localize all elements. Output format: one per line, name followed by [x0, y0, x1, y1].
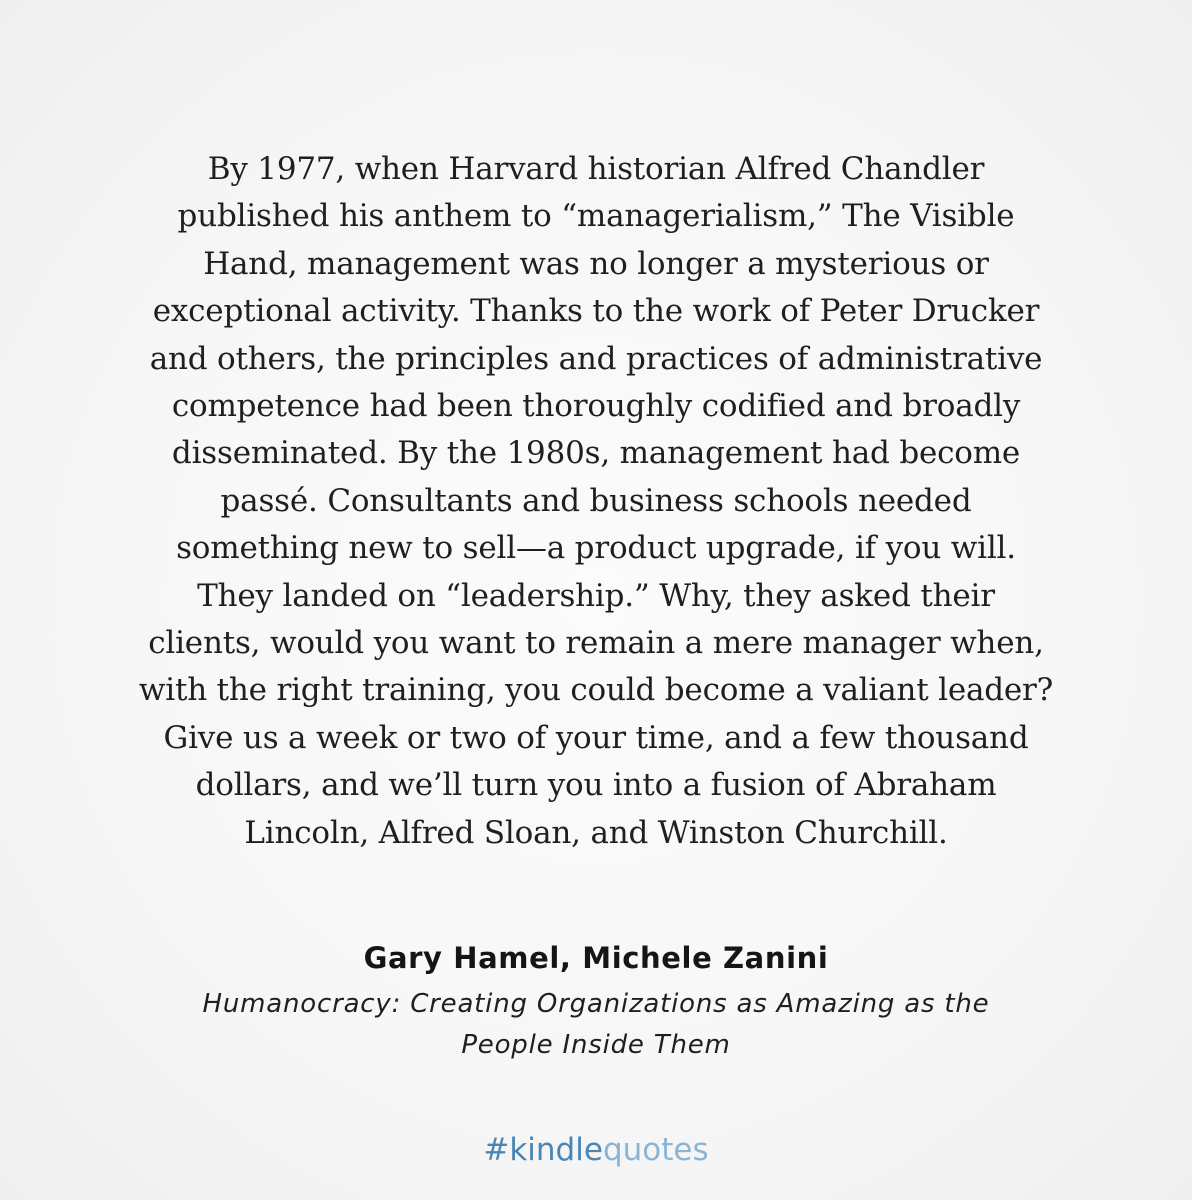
book-title — [60, 984, 1132, 1066]
quote-line: clients, would you want to remain a mere manager when, — [148, 625, 1044, 662]
kindle-quotes-hashtag — [0, 1130, 1192, 1170]
quote-line: something new to sell—a product upgrade, if you will. — [176, 530, 1016, 567]
author-names: Gary Hamel, Michele Zanini — [363, 941, 829, 975]
quote-line: published his anthem to “managerialism,” The Visible — [177, 198, 1015, 235]
quote-line: competence had been thoroughly codified and broadly — [171, 388, 1021, 425]
quote-line: disseminated. By the 1980s, management had become — [171, 435, 1021, 472]
quote-text — [60, 146, 1132, 857]
quote-line: and others, the principles and practices of administrative — [149, 340, 1043, 377]
quote-line: Hand, management was no longer a mysterious or — [203, 245, 989, 282]
hashtag-prefix: #kindle — [483, 1132, 603, 1168]
attribution — [60, 938, 1132, 1066]
quote-line: They landed on “leadership.” Why, they asked their — [197, 577, 995, 614]
quote-line: By 1977, when Harvard historian Alfred Chandler — [207, 151, 985, 187]
quote-line: exceptional activity. Thanks to the work of Peter Drucker — [152, 293, 1040, 330]
quote-line: Give us a week or two of your time, and a few thousand — [163, 719, 1029, 756]
quote-line: passé. Consultants and business schools needed — [220, 482, 972, 519]
quote-line: dollars, and we’ll turn you into a fusion of Abraham — [195, 767, 997, 804]
hashtag-suffix: quotes — [602, 1132, 709, 1168]
book-title-line: People Inside Them — [461, 1030, 731, 1060]
quote-line: with the right training, you could become a valiant leader? — [138, 672, 1054, 709]
book-title-line: Humanocracy: Creating Organizations as Amazing as the — [202, 989, 990, 1019]
quote-line: Lincoln, Alfred Sloan, and Winston Churchill. — [244, 814, 948, 851]
